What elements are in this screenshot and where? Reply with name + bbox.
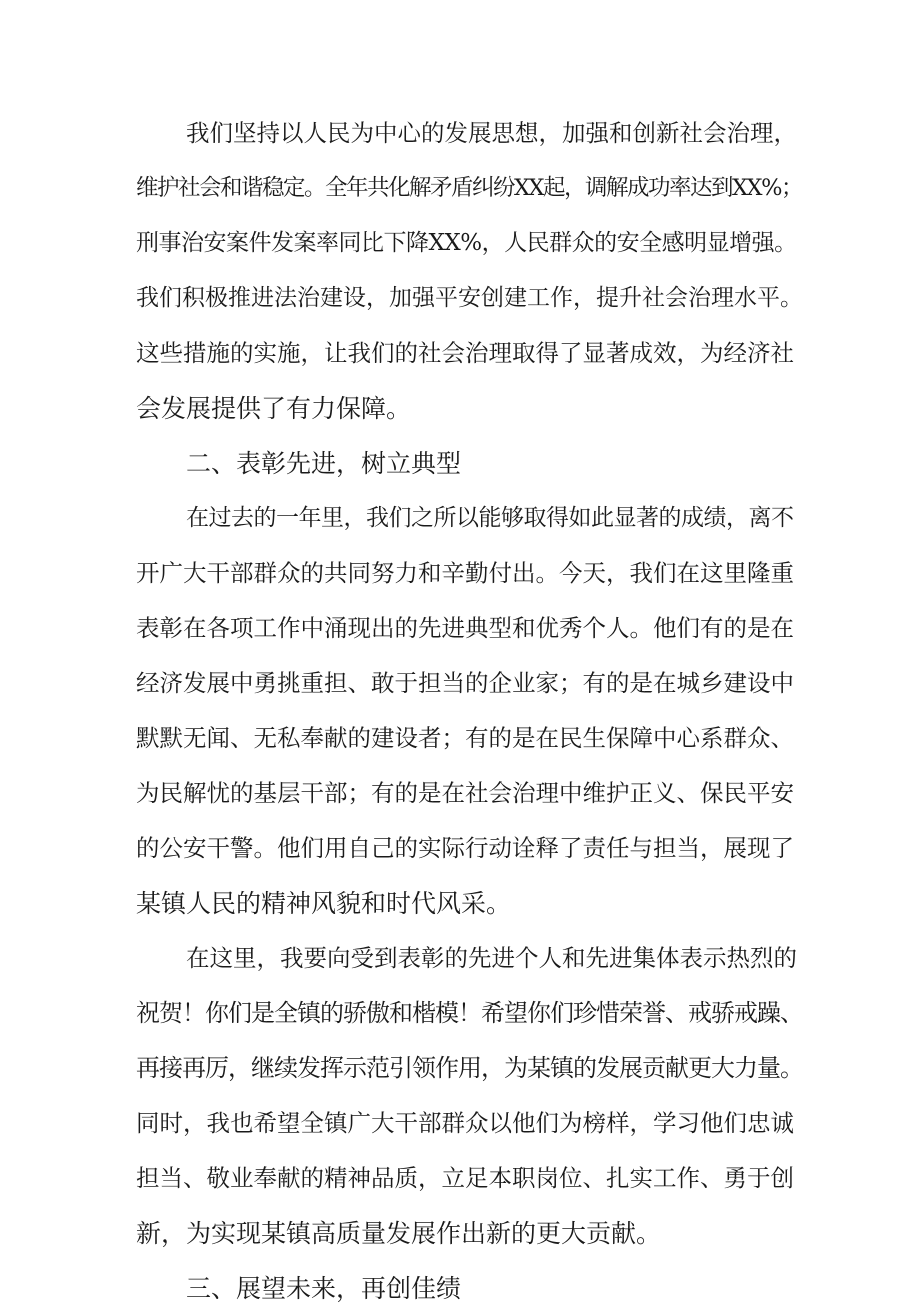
- paragraph-line: 经济发展中勇挑重担、敢于担当的企业家；有的是在城乡建设中: [136, 669, 794, 697]
- paragraph-line: 在过去的一年里，我们之所以能够取得如此显著的成绩，离不: [186, 505, 794, 531]
- paragraph-line: 刑事治安案件发案率同比下降XX%，人民群众的安全感明显增强。: [136, 230, 797, 256]
- paragraph-line: 默默无闻、无私奉献的建设者；有的是在民生保障中心系群众、: [136, 724, 794, 752]
- paragraph-line: 表彰在各项工作中涌现出的先进典型和优秀个人。他们有的是在: [136, 614, 794, 642]
- section-heading-2: 二、表彰先进，树立典型: [186, 449, 462, 478]
- paragraph-line: 会发展提供了有力保障。: [136, 394, 412, 423]
- paragraph-line: 维护社会和谐稳定。全年共化解矛盾纠纷XX起，调解成功率达到XX%；: [136, 175, 802, 201]
- paragraph-line: 担当、敬业奉献的精神品质，立足本职岗位、扎实工作、勇于创: [136, 1164, 794, 1192]
- paragraph-line: 新，为实现某镇高质量发展作出新的更大贡献。: [136, 1219, 662, 1248]
- paragraph-line: 的公安干警。他们用自己的实际行动诠释了责任与担当，展现了: [136, 834, 794, 862]
- paragraph-line: 为民解忧的基层干部；有的是在社会治理中维护正义、保民平安: [136, 779, 794, 807]
- paragraph-social-governance: [136, 106, 806, 436]
- section-heading-3: 三、展望未来，再创佳绩: [186, 1274, 462, 1303]
- paragraph-line: 这些措施的实施，让我们的社会治理取得了显著成效，为经济社: [136, 339, 794, 367]
- paragraph-line: 同时，我也希望全镇广大干部群众以他们为榜样，学习他们忠诚: [136, 1109, 794, 1137]
- paragraph-line: 开广大干部群众的共同努力和辛勤付出。今天，我们在这里隆重: [136, 559, 794, 587]
- paragraph-commendation: [136, 491, 806, 931]
- paragraph-line: 在这里，我要向受到表彰的先进个人和先进集体表示热烈的: [186, 944, 797, 972]
- paragraph-line: 我们积极推进法治建设，加强平安创建工作，提升社会治理水平。: [136, 285, 803, 311]
- paragraph-line: 我们坚持以人民为中心的发展思想，加强和创新社会治理，: [186, 119, 797, 147]
- paragraph-congratulations: [136, 931, 806, 1261]
- paragraph-line: 祝贺！你们是全镇的骄傲和楷模！希望你们珍惜荣誉、戒骄戒躁、: [136, 999, 803, 1027]
- paragraph-line: 某镇人民的精神风貌和时代风采。: [136, 889, 512, 918]
- paragraph-line: 再接再厉，继续发挥示范引领作用，为某镇的发展贡献更大力量。: [136, 1054, 803, 1082]
- document-page: [136, 106, 806, 1316]
